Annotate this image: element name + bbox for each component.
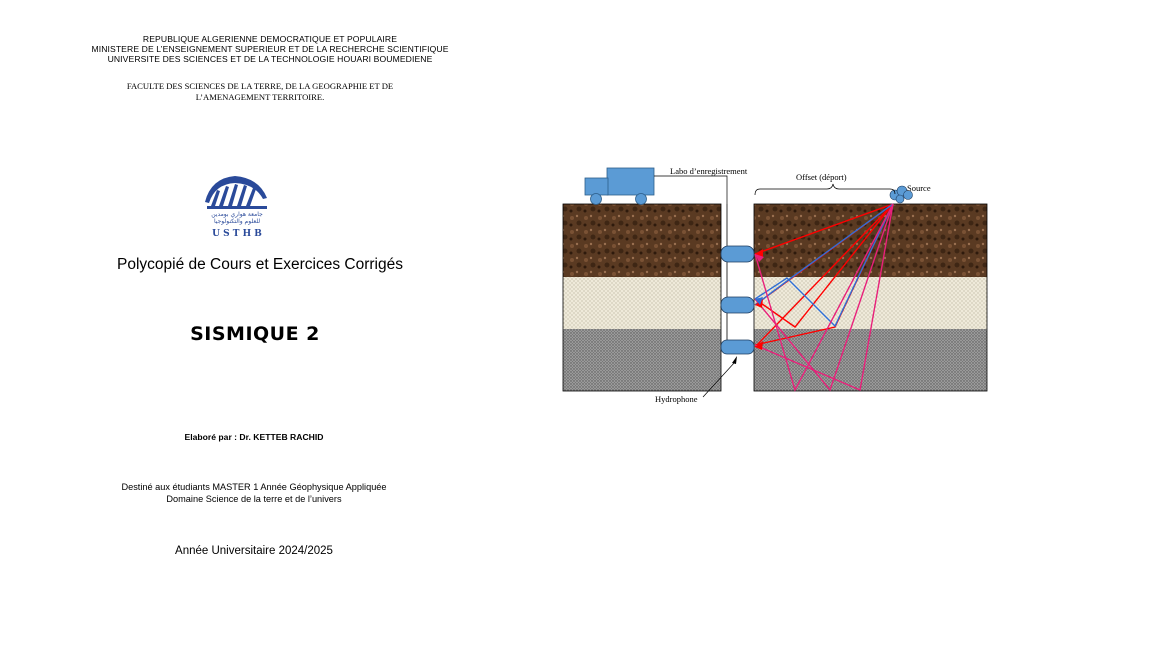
cable-line (654, 176, 727, 204)
logo-arabic-line-2: للعلوم والتكنولوجيا (213, 218, 261, 225)
faculty-name (40, 81, 480, 102)
header-line-3: UNIVERSITE DES SCIENCES ET DE LA TECHNOLOGIE HOUARI BOUMEDIENE (107, 54, 433, 64)
rock-layer (563, 329, 987, 391)
vsp-seismic-diagram (555, 158, 995, 408)
audience-line-2: Domaine Science de la terre et de l’univers (166, 494, 342, 504)
faculty-line-1: FACULTE DES SCIENCES DE LA TERRE, DE LA GEOGRAPHIE ET DE (126, 81, 394, 91)
usthb-logo (201, 172, 273, 240)
author-line: Elaboré par : Dr. KETTEB RACHID (184, 432, 324, 442)
labo-label: Labo d’enregistrement (670, 166, 748, 176)
faculty-line-2: L’AMENAGEMENT TERRITOIRE. (195, 91, 325, 102)
academic-year: Année Universitaire 2024/2025 (175, 545, 333, 557)
logo-acronym: U S T H B (212, 229, 262, 239)
source-label: Source (907, 183, 931, 193)
course-title: SISMIQUE 2 (190, 323, 320, 345)
ministry-header (0, 34, 540, 64)
header-line-1: REPUBLIQUE ALGERIENNE DEMOCRATIQUE ET POPULAIRE (142, 34, 398, 44)
header-line-2: MINISTERE DE L’ENSEIGNEMENT SUPERIEUR ET DE LA RECHERCHE SCIENTIFIQUE (91, 44, 449, 54)
offset-label: Offset (déport) (796, 172, 847, 182)
document-title: Polycopié de Cours et Exercices Corrigés (116, 256, 403, 273)
truck-icon (585, 168, 654, 205)
audience (0, 481, 508, 505)
offset-brace (755, 184, 895, 195)
hydrophone-label: Hydrophone (655, 394, 698, 404)
logo-arabic-line-1: جامعة هواري بومدين (211, 211, 263, 218)
hydrophone-icon (721, 246, 754, 354)
audience-line-1: Destiné aux étudiants MASTER 1 Année Géophysique Appliquée (121, 482, 387, 492)
soil-layer (563, 204, 987, 277)
